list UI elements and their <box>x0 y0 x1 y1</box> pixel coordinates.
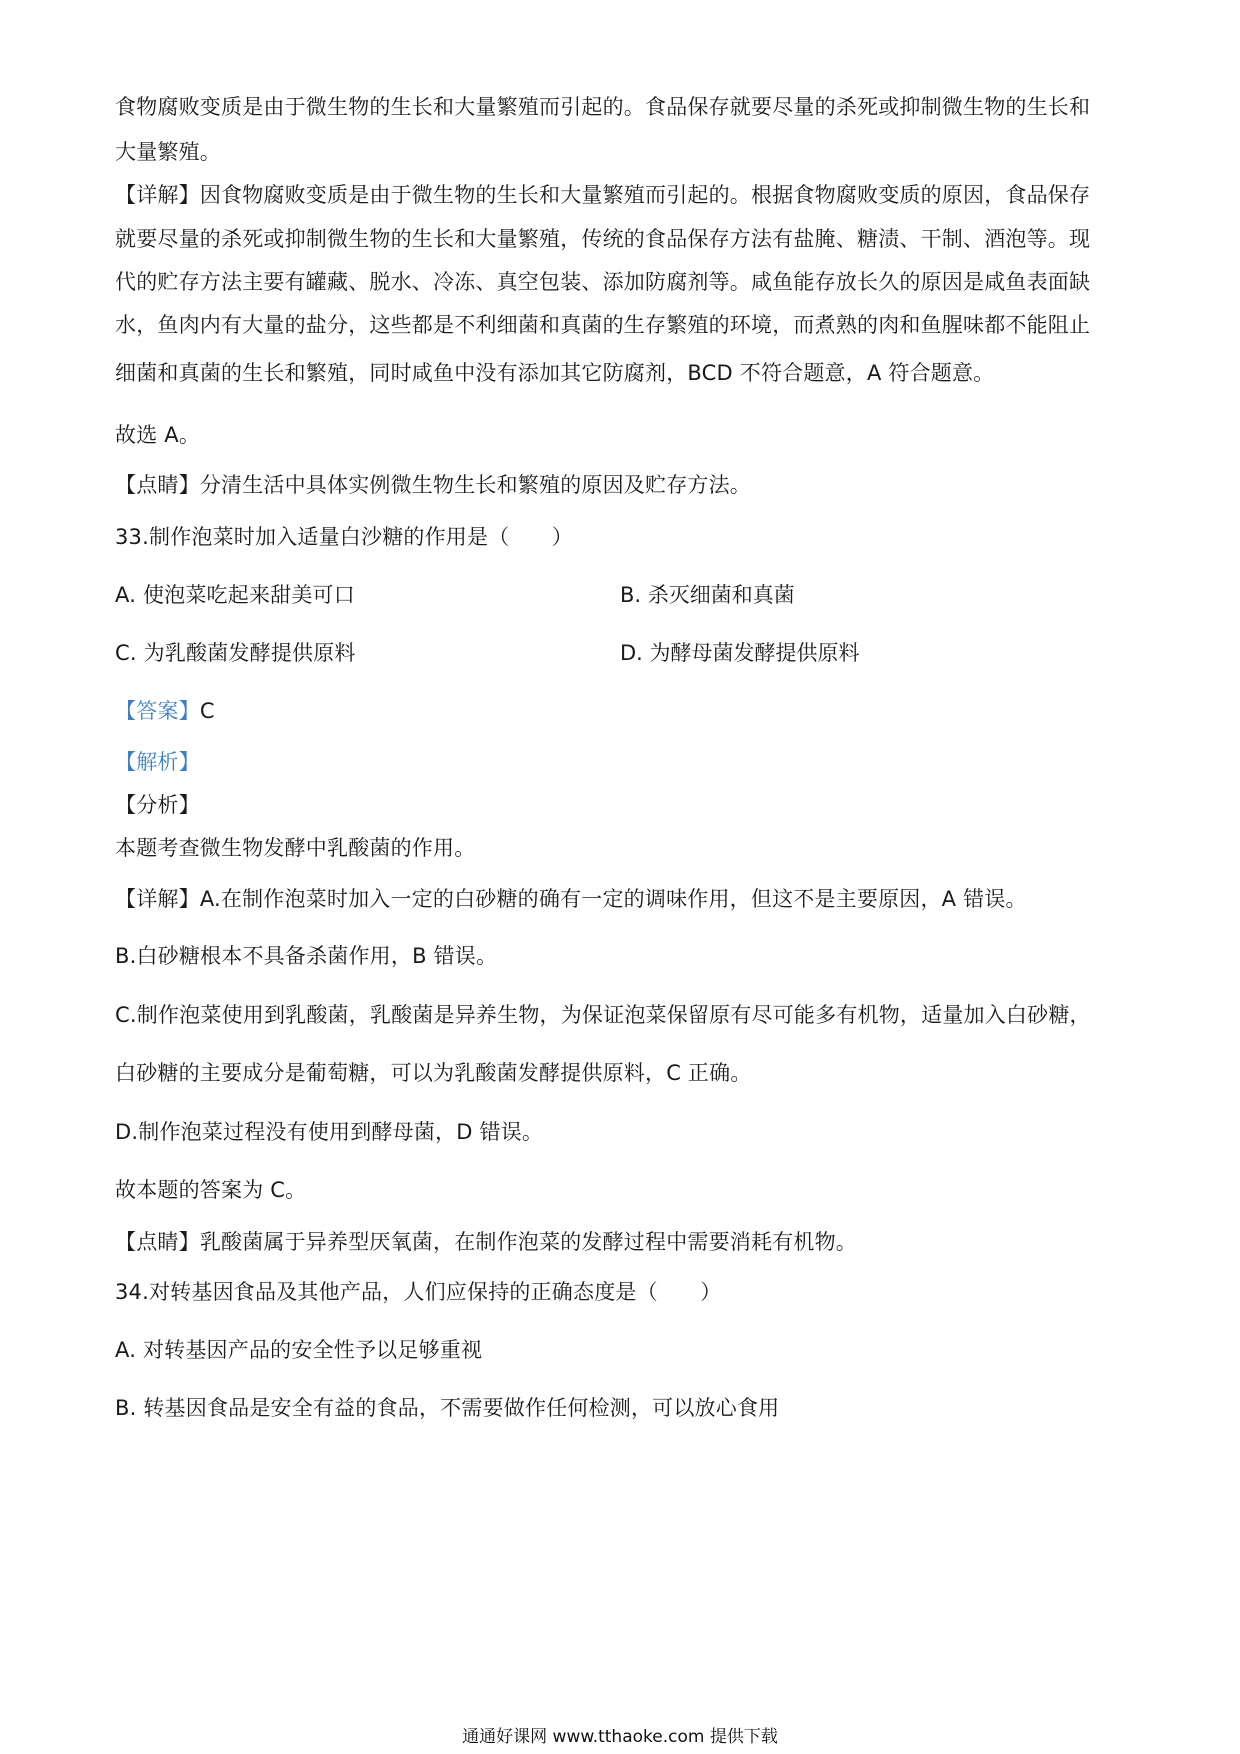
detail-tag: 【详解】 <box>115 183 200 207</box>
q33-point-tag: 【点睛】 <box>115 1230 200 1254</box>
q33-jiexi-tag: 【解析】 <box>115 750 200 774</box>
choose-answer: 故选 A。 <box>115 423 201 447</box>
detail-line-2: 就要尽量的杀死或抑制微生物的生长和大量繁殖，传统的食品保存方法有盐腌、糖渍、干制、酒泡等。现 <box>115 227 1091 251</box>
q33-option-c: C. 为乳酸菌发酵提供原料 <box>115 641 356 665</box>
detail-text: 因食物腐败变质是由于微生物的生长和大量繁殖而引起的。根据食物腐败变质的原因，食品保存 <box>199 183 1091 207</box>
q34-option-a: A. 对转基因产品的安全性予以足够重视 <box>115 1338 483 1362</box>
answer-tag: 【答案】 <box>115 699 200 723</box>
detail-line-5: 细菌和真菌的生长和繁殖，同时咸鱼中没有添加其它防腐剂，BCD 不符合题意，A 符合题意。 <box>115 361 995 385</box>
detail-line-4: 水，鱼肉内有大量的盐分，这些都是不利细菌和真菌的生存繁殖的环境，而煮熟的肉和鱼腥味都不能阻止 <box>115 313 1091 337</box>
q33-detail-b: B.白砂糖根本不具备杀菌作用，B 错误。 <box>115 944 498 968</box>
page-footer: 通通好课网 www.tthaoke.com 提供下载 <box>462 1727 778 1747</box>
analysis-paragraph-line-2: 大量繁殖。 <box>115 140 221 164</box>
q33-detail-c1: C.制作泡菜使用到乳酸菌，乳酸菌是异养生物，为保证泡菜保留原有尽可能多有机物，适量加入白砂糖， <box>115 1003 1091 1027</box>
point-line <box>115 470 751 500</box>
q33-detail-a-text: A.在制作泡菜时加入一定的白砂糖的确有一定的调味作用，但这不是主要原因，A 错误。 <box>199 887 1027 911</box>
question-34-stem: 34.对转基因食品及其他产品，人们应保持的正确态度是（ ） <box>115 1280 722 1304</box>
q33-detail-d: D.制作泡菜过程没有使用到酵母菌，D 错误。 <box>115 1120 544 1144</box>
q33-fenxi-tag: 【分析】 <box>115 793 200 817</box>
question-33-stem: 33.制作泡菜时加入适量白沙糖的作用是（ ） <box>115 525 573 549</box>
q33-conclusion: 故本题的答案为 C。 <box>115 1178 307 1202</box>
q33-detail-a <box>115 884 1027 914</box>
detail-line-1 <box>115 180 1090 210</box>
q33-fenxi-text: 本题考查微生物发酵中乳酸菌的作用。 <box>115 836 476 860</box>
q33-point-text: 乳酸菌属于异养型厌氧菌，在制作泡菜的发酵过程中需要消耗有机物。 <box>199 1230 858 1254</box>
q33-option-a: A. 使泡菜吃起来甜美可口 <box>115 583 355 607</box>
q34-option-b: B. 转基因食品是安全有益的食品，不需要做作任何检测，可以放心食用 <box>115 1396 780 1420</box>
point-tag: 【点睛】 <box>115 473 200 497</box>
q33-detail-c2: 白砂糖的主要成分是葡萄糖，可以为乳酸菌发酵提供原料，C 正确。 <box>115 1061 752 1085</box>
q33-option-b: B. 杀灭细菌和真菌 <box>620 583 795 607</box>
q33-option-d: D. 为酵母菌发酵提供原料 <box>620 641 860 665</box>
q33-detail-tag: 【详解】 <box>115 887 200 911</box>
q33-answer <box>115 696 215 726</box>
point-text: 分清生活中具体实例微生物生长和繁殖的原因及贮存方法。 <box>199 473 752 497</box>
analysis-paragraph-line-1: 食物腐败变质是由于微生物的生长和大量繁殖而引起的。食品保存就要尽量的杀死或抑制微生物的生长和 <box>115 95 1091 119</box>
q33-point-line <box>115 1227 857 1257</box>
detail-line-3: 代的贮存方法主要有罐藏、脱水、冷冻、真空包装、添加防腐剂等。咸鱼能存放长久的原因是咸鱼表面缺 <box>115 270 1091 294</box>
answer-value: C <box>199 699 215 723</box>
